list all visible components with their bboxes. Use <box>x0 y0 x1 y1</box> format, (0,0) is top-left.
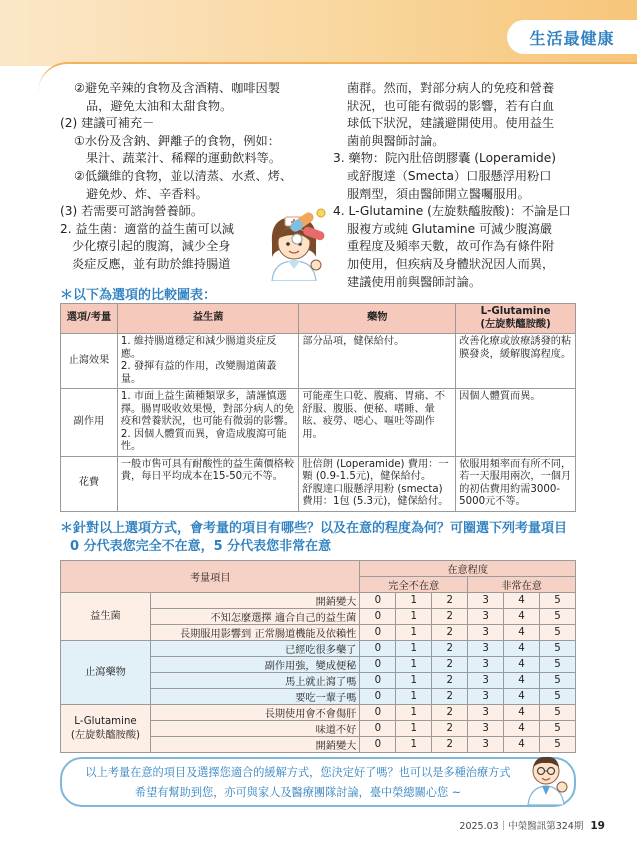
comparison-row-label: 副作用 <box>61 389 118 457</box>
score-option[interactable]: 4 <box>504 705 540 721</box>
right-line: 服複方或純 Glutamine 可減少腹瀉嚴 <box>347 221 553 236</box>
page-number: 19 <box>590 820 605 832</box>
comparison-row <box>61 334 576 389</box>
right-line: 狀況，也可能有微弱的影響，若有白血 <box>347 98 555 113</box>
score-option[interactable]: 4 <box>504 625 540 641</box>
comparison-cell-drug: 部分品項，健保給付。 <box>299 334 456 389</box>
comparison-cell-probiotic: 1. 維持腸道穩定和減少腸道炎症反應。 2. 發揮有益的作用，改變腸道菌叢量。 <box>117 334 299 389</box>
scoring-heading <box>60 520 567 556</box>
right-line: 服劑型，須由醫師開立醫囑服用。 <box>347 186 530 201</box>
comparison-header-glutamine: L-Glutamine (左旋麩醯胺酸) <box>456 304 576 334</box>
score-option[interactable]: 3 <box>468 689 504 705</box>
score-option[interactable]: 1 <box>396 689 432 705</box>
score-option[interactable]: 5 <box>539 657 575 673</box>
comparison-cell-probiotic: 1. 市面上益生菌種類眾多，請謹慎選擇。腸胃吸收效果慢，對部分病人的免疫和營養狀況，也可能有微弱的影響。 2. 因個人體質而異，會造成腹瀉可能性。 <box>117 389 299 457</box>
score-option[interactable]: 3 <box>468 721 504 737</box>
right-line: 或舒腹達（Smecta）口服懸浮用粉口 <box>347 168 552 183</box>
scoring-header-item: 考量項目 <box>61 561 360 593</box>
scoring-row <box>61 593 576 609</box>
left-line: ①水份及含鈉、鉀離子的食物，例如： <box>74 133 280 148</box>
right-line: 加使用，但疾病及身體狀況因人而異， <box>347 256 555 271</box>
comparison-cell-glutamine: 改善化療或放療誘發的粘膜發炎，緩解腹瀉程度。 <box>456 334 576 389</box>
comparison-cell-drug: 肚倍朗 (Loperamide) 費用：一顆 (0.9-1.5元)，健保給付。 舒腹達口服懸浮用粉 (smecta) 費用：1包 (5.3元)，健保給付。 <box>299 456 456 511</box>
score-option[interactable]: 1 <box>396 721 432 737</box>
scoring-item-label: 已經吃很多藥了 <box>150 641 359 657</box>
score-option[interactable]: 5 <box>539 705 575 721</box>
score-option[interactable]: 3 <box>468 593 504 609</box>
left-line: ②低纖維的食物，並以清蒸、水煮、烤、 <box>74 168 293 183</box>
score-option[interactable]: 3 <box>468 737 504 753</box>
scoring-item-label: 副作用強，變成便秘 <box>150 657 359 673</box>
score-option[interactable]: 0 <box>360 737 396 753</box>
score-option[interactable]: 0 <box>360 673 396 689</box>
score-option[interactable]: 0 <box>360 625 396 641</box>
score-option[interactable]: 2 <box>432 657 468 673</box>
left-line: 果汁、蔬菜汁、稀釋的運動飲料等。 <box>86 151 281 166</box>
right-line: 菌前與醫師討論。 <box>347 133 445 148</box>
score-option[interactable]: 1 <box>396 705 432 721</box>
right-line: 重程度及頻率天數，故可作為有條件附 <box>347 239 555 254</box>
scoring-heading-line1: ＊針對以上選項方式，會考量的項目有哪些？以及在意的程度為何？可圈選下列考量項目 <box>60 521 568 536</box>
score-option[interactable]: 4 <box>504 641 540 657</box>
score-option[interactable]: 3 <box>468 705 504 721</box>
scoring-item-label: 味道不好 <box>150 721 359 737</box>
left-line: 避免炒、炸、辛香料。 <box>86 186 208 201</box>
scoring-item-label: 開銷變大 <box>150 593 359 609</box>
scoring-label-not-care: 完全不在意 <box>360 577 468 593</box>
score-option[interactable]: 2 <box>432 721 468 737</box>
left-line: 品，避免太油和太甜食物。 <box>86 98 233 113</box>
footer-issue: 2025.03｜中榮醫訊第324期 <box>459 821 584 832</box>
scoring-group-label: 止瀉藥物 <box>61 641 151 705</box>
comparison-row <box>61 389 576 457</box>
score-option[interactable]: 2 <box>432 673 468 689</box>
scoring-item-label: 不知怎麼選擇 適合自己的益生菌 <box>150 609 359 625</box>
comparison-row-label: 止瀉效果 <box>61 334 118 389</box>
right-line: 建議使用前與醫師討論。 <box>347 274 482 289</box>
probiotic-line: 2. 益生菌：適當的益生菌可以減 <box>60 221 234 236</box>
scoring-item-label: 要吃一輩子嗎 <box>150 689 359 705</box>
score-option[interactable]: 3 <box>468 673 504 689</box>
scoring-label-care: 非常在意 <box>468 577 576 593</box>
score-option[interactable]: 4 <box>504 657 540 673</box>
score-option[interactable]: 1 <box>396 657 432 673</box>
left-line: (2) 建議可補充－ <box>60 116 155 131</box>
scoring-row <box>61 705 576 721</box>
score-option[interactable]: 2 <box>432 737 468 753</box>
score-option[interactable]: 1 <box>396 641 432 657</box>
comparison-table <box>60 303 576 512</box>
scoring-heading-line2: 0 分代表您完全不在意，5 分代表您非常在意 <box>70 539 332 554</box>
score-option[interactable]: 1 <box>396 609 432 625</box>
comparison-row-label: 花費 <box>61 456 118 511</box>
section-tag: 生活最健康 <box>507 20 637 54</box>
score-option[interactable]: 0 <box>360 705 396 721</box>
score-option[interactable]: 0 <box>360 641 396 657</box>
score-option[interactable]: 5 <box>539 625 575 641</box>
comparison-row <box>61 456 576 511</box>
scoring-table <box>60 560 576 753</box>
comparison-cell-probiotic: 一般市售可具有耐酸性的益生菌價格較貴，每日平均成本在15-50元不等。 <box>117 456 299 511</box>
score-option[interactable]: 4 <box>504 737 540 753</box>
scoring-item-label: 長期使用會不會傷肝 <box>150 705 359 721</box>
score-option[interactable]: 0 <box>360 593 396 609</box>
score-option[interactable]: 0 <box>360 609 396 625</box>
score-option[interactable]: 2 <box>432 593 468 609</box>
pills-icon <box>285 203 331 249</box>
left-line: (3) 若需要可諮詢營養師。 <box>60 204 204 219</box>
score-option[interactable]: 1 <box>396 625 432 641</box>
score-option[interactable]: 3 <box>468 641 504 657</box>
doctor-icon <box>522 751 570 805</box>
scoring-item-label: 長期服用影響到 正常腸道機能及依賴性 <box>150 625 359 641</box>
comparison-header-drug: 藥物 <box>299 304 456 334</box>
comparison-heading: ＊以下為選項的比較圖表： <box>60 288 217 303</box>
score-option[interactable]: 5 <box>539 721 575 737</box>
score-option[interactable]: 2 <box>432 689 468 705</box>
callout-line2: 希望有幫助到您，亦可與家人及醫療團隊討論，臺中榮總關心您 ~ <box>134 786 462 799</box>
score-option[interactable]: 0 <box>360 721 396 737</box>
score-option[interactable]: 1 <box>396 673 432 689</box>
score-option[interactable]: 4 <box>504 689 540 705</box>
score-option[interactable]: 3 <box>468 657 504 673</box>
scoring-item-label: 開銷變大 <box>150 737 359 753</box>
score-option[interactable]: 4 <box>504 609 540 625</box>
page-footer <box>459 818 605 832</box>
score-option[interactable]: 5 <box>539 689 575 705</box>
score-option[interactable]: 3 <box>468 609 504 625</box>
score-option[interactable]: 1 <box>396 737 432 753</box>
score-option[interactable]: 5 <box>539 641 575 657</box>
right-line: 菌群。然而，對部分病人的免疫和營養 <box>347 81 555 95</box>
score-option[interactable]: 4 <box>504 593 540 609</box>
score-option[interactable]: 2 <box>432 641 468 657</box>
score-option[interactable]: 4 <box>504 721 540 737</box>
callout-line1: 以上考量在意的項目及選擇您適合的緩解方式，您決定好了嗎？也可以是多種治療方式 <box>85 766 511 779</box>
score-option[interactable]: 2 <box>432 625 468 641</box>
right-line: 4. L-Glutamine (左旋麩醯胺酸)：不論是口 <box>333 204 571 219</box>
score-option[interactable]: 2 <box>432 609 468 625</box>
scoring-group-label: 益生菌 <box>61 593 151 641</box>
score-option[interactable]: 5 <box>539 593 575 609</box>
scoring-group-label: L-Glutamine (左旋麩醯胺酸) <box>61 705 151 753</box>
comparison-cell-drug: 可能產生口乾、腹痛、胃痛、不舒服、腹脹、便秘、嗜睡、暈眩、疲勞、噁心、嘔吐等副作用。 <box>299 389 456 457</box>
score-option[interactable]: 5 <box>539 673 575 689</box>
closing-callout <box>60 757 576 807</box>
score-option[interactable]: 2 <box>432 705 468 721</box>
comparison-cell-glutamine: 依服用頻率而有所不同，若一天服用兩次，一個月的初估費用約需3000-5000元不等。 <box>456 456 576 511</box>
score-option[interactable]: 3 <box>468 625 504 641</box>
comparison-header-corner: 選項/考量 <box>61 304 118 334</box>
comparison-cell-glutamine: 因個人體質而異。 <box>456 389 576 457</box>
probiotic-line: 炎症反應，並有助於維持腸道 <box>72 256 231 271</box>
right-line: 球低下狀況，建議避開使用。使用益生 <box>347 116 555 131</box>
right-column <box>333 80 583 291</box>
score-option[interactable]: 1 <box>396 593 432 609</box>
score-option[interactable]: 0 <box>360 657 396 673</box>
score-option[interactable]: 5 <box>539 609 575 625</box>
score-option[interactable]: 5 <box>539 737 575 753</box>
scoring-row <box>61 641 576 657</box>
scoring-item-label: 馬上就止瀉了嗎 <box>150 673 359 689</box>
probiotic-line: 少化療引起的腹瀉，減少全身 <box>72 239 231 254</box>
left-line: ②避免辛辣的食物及含酒精、咖啡因製 <box>74 81 280 95</box>
score-option[interactable]: 4 <box>504 673 540 689</box>
score-option[interactable]: 0 <box>360 689 396 705</box>
scoring-header-level: 在意程度 <box>360 561 576 577</box>
right-line: 3. 藥物：院內肚倍朗膠囊 (Loperamide) <box>333 151 556 166</box>
comparison-header-probiotic: 益生菌 <box>117 304 299 334</box>
